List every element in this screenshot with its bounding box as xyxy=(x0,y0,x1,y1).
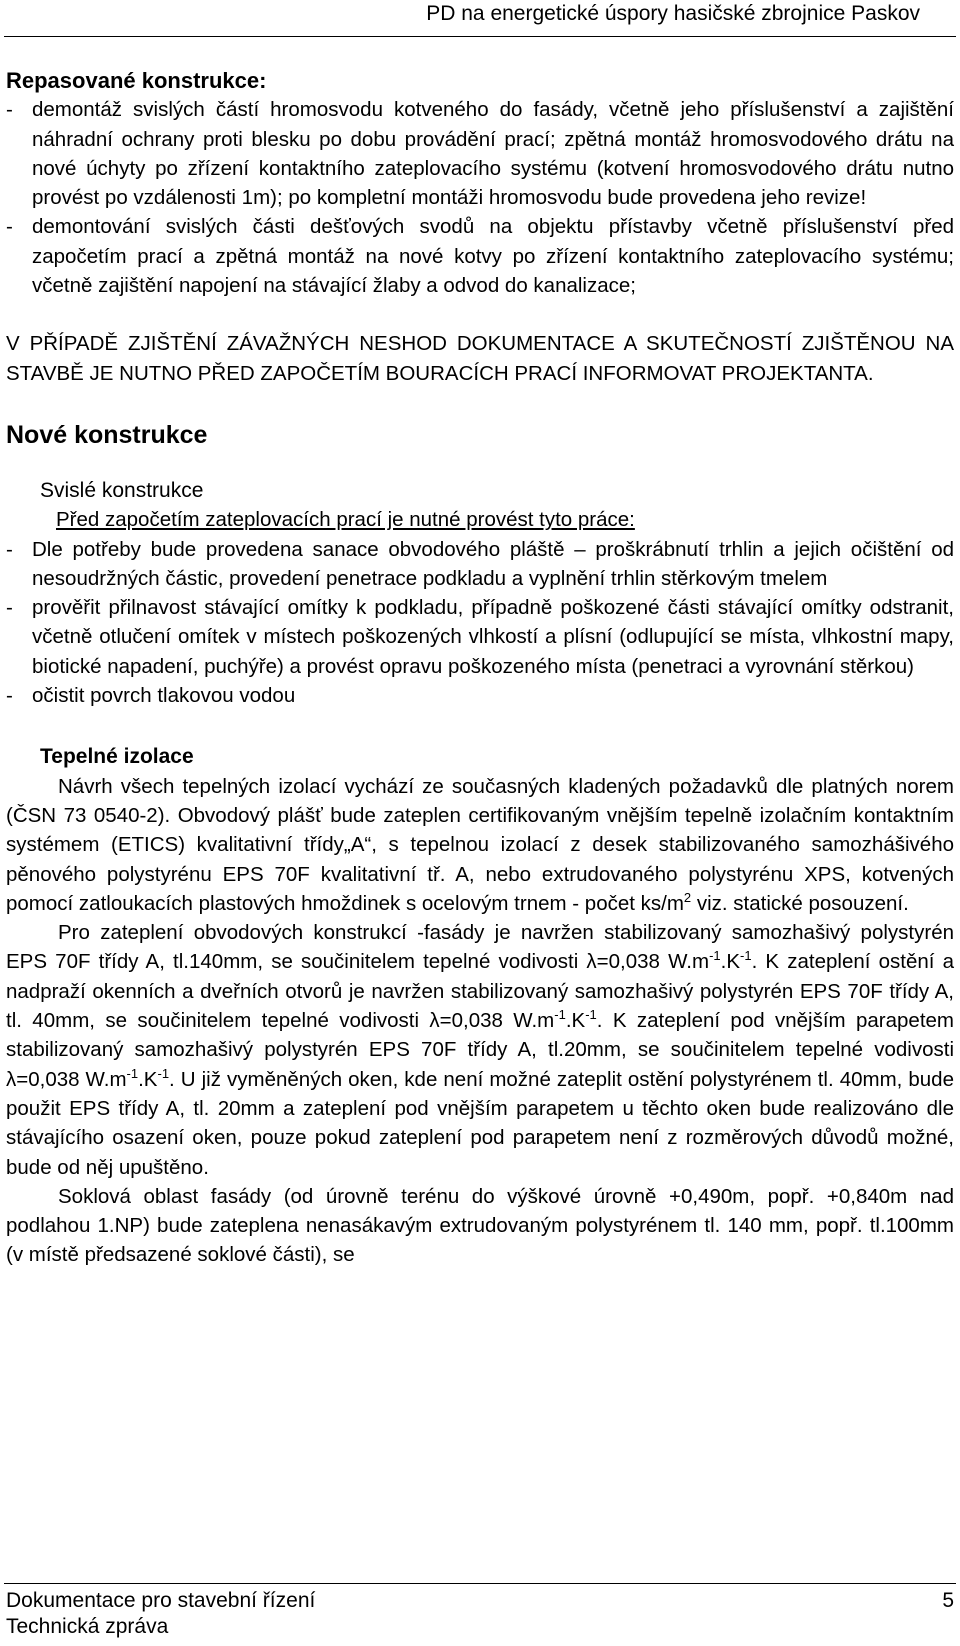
footer-report-type: Technická zpráva xyxy=(6,1615,169,1638)
superscript: 2 xyxy=(683,890,692,905)
footer-row xyxy=(6,1588,954,1614)
page-content xyxy=(6,66,954,1270)
text-run: . K zateplení pod vnějším parapetem stabilizovaný samozhašivý polystyrén EPS 70F třídy A, tl.20mm, se součinitelem tepelné vodivosti λ=0,038 W.m xyxy=(6,1009,954,1091)
text-run: .K xyxy=(720,950,741,974)
section-heading-nove: Nové konstrukce xyxy=(6,420,208,449)
list-item xyxy=(6,212,954,300)
text-run: Návrh všech tepelných izolací vychází ze současných kladených požadavků dle platných norem (ČSN 73 0540-2). Obvodový plášť bude zateplen certifikovaným vnějším tepelně izolačním kontaktním systémem (ETICS) kvalitativní třídy„A“, s tepelnou izolací z desek stabilizovaného samozhášivého pěnového polystyrénu EPS 70F kvalitativní tř. A, nebo extrudovaného polystyrénu XPS, kotvených pomocí zatloukacích plastových hmoždinek s ocelovým trnem - počet ks/m xyxy=(6,774,954,915)
header-divider xyxy=(4,36,956,37)
paragraph-izolace-3: Soklová oblast fasády (od úrovně terénu do výškové úrovně +0,490m, popř. +0,840m nad podlahou 1.NP) bude zateplena nenasákavým extrudovaným polystyrénem tl. 140 mm, popř. tl.100mm (v místě předsazené soklové části), se xyxy=(6,1184,954,1267)
list-dash: - xyxy=(6,537,13,561)
text-run: . U již vyměněných oken, kde není možné zateplit ostění polystyrénem tl. 40mm, bude použit EPS třídy A, tl. 20mm a zateplení pod vnějším parapetem u těchto oken bude realizováno dle stávajícího osazení oken, pouze pokud zateplení pod parapetem není z rozměrových důvodů možné, bude od něj upuštěno. xyxy=(6,1067,954,1179)
page-footer xyxy=(6,1588,954,1640)
list-dash: - xyxy=(6,596,13,620)
paragraph-izolace-2 xyxy=(6,918,954,1182)
subsection-heading-tepelne: Tepelné izolace xyxy=(40,745,194,769)
list-item xyxy=(6,95,954,212)
list-item-text: demontáž svislých částí hromosvodu kotveného do fasády, včetně jeho příslušenství a zajištění náhradní ochrany proti blesku po dobu provádění prací; zpětná montáž hromosvodového drátu na nové úchyty po zřízení kontaktního zateplovacího systému (kotvení hromosvodového drátu nutno provést po vzdálenosti 1m); po kompletní montáži hromosvodu bude provedena jeho revize! xyxy=(32,98,954,210)
list-dash: - xyxy=(6,98,13,122)
text-run: . K zateplení ostění a nadpraží okenních a dveřních otvorů je navržen stabilizovaný samozhašivý polystyrén EPS 70F třídy A, tl. 40mm, se součinitelem tepelné vodivosti λ=0,038 W.m xyxy=(6,950,954,1033)
superscript: -1 xyxy=(585,1007,597,1023)
page-header: PD na energetické úspory hasičské zbrojnice Paskov xyxy=(426,2,920,25)
paragraph-izolace-1 xyxy=(6,772,954,918)
superscript: -1 xyxy=(554,1007,566,1023)
superscript: -1 xyxy=(126,1065,139,1081)
text-run: .K xyxy=(565,1009,586,1033)
notice-paragraph: V PŘÍPADĚ ZJIŠTĚNÍ ZÁVAŽNÝCH NESHOD DOKUMENTACE A SKUTEČNOSTÍ ZJIŠTĚNOU NA STAVBĚ JE NUTNO PŘED ZAPOČETÍM BOURACÍCH PRACÍ INFORMOVAT PROJEKTANTA. xyxy=(6,332,954,385)
subsection-heading-svisle: Svislé konstrukce xyxy=(40,478,204,502)
list-item-text: Dle potřeby bude provedena sanace obvodového pláště – proškrábnutí trhlin a jejich očištění od nesoudržných částic, provedení penetrace podkladu a vyplnění trhlin stěrkovým tmelem xyxy=(32,537,954,590)
list-dash: - xyxy=(6,215,13,239)
list-dash: - xyxy=(6,684,13,708)
section-heading-repasovane: Repasované konstrukce: xyxy=(6,68,267,93)
superscript: -1 xyxy=(709,948,721,964)
spacer xyxy=(6,300,954,329)
list-item xyxy=(6,593,954,681)
footer-document-type: Dokumentace pro stavební řízení xyxy=(6,1589,316,1612)
superscript: -1 xyxy=(740,948,752,964)
list-item-text: prověřit přilnavost stávající omítky k podkladu, případně poškozené části stávající omítky odstranit, včetně otlučení omítek v místech poškozených vlhkostí a plísní (odlupující se místa, vlhkostní mapy, biotické napadení, puchýře) a provést opravu poškozeného místa (penetraci a vyrovnání stěrkou) xyxy=(32,596,954,678)
text-run: viz. statické posouzení. xyxy=(691,891,909,915)
list-item-text: demontování svislých části dešťových svodů na objektu přístavby včetně příslušenství před započetím prací a zpětná montáž na nové kotvy po zřízení kontaktního zateplovacího systému; včetně zajištění napojení na stávající žlaby a odvod do kanalizace; xyxy=(32,215,954,298)
text-run: Pro zateplení obvodových konstrukcí -fasády je navržen stabilizovaný samozhašivý polystyrén EPS 70F třídy A, tl.140mm, se součinitelem tepelné vodivosti λ=0,038 W.m xyxy=(6,921,954,974)
list-item xyxy=(6,535,954,594)
list-item-text: očistit povrch tlakovou vodou xyxy=(32,684,296,708)
footer-divider xyxy=(4,1583,956,1584)
text-run: .K xyxy=(138,1067,158,1091)
list-item xyxy=(6,681,954,710)
page-number: 5 xyxy=(942,1589,954,1612)
superscript: -1 xyxy=(157,1065,170,1081)
subsection-intro: Před započetím zateplovacích prací je nutné provést tyto práce: xyxy=(56,508,635,532)
